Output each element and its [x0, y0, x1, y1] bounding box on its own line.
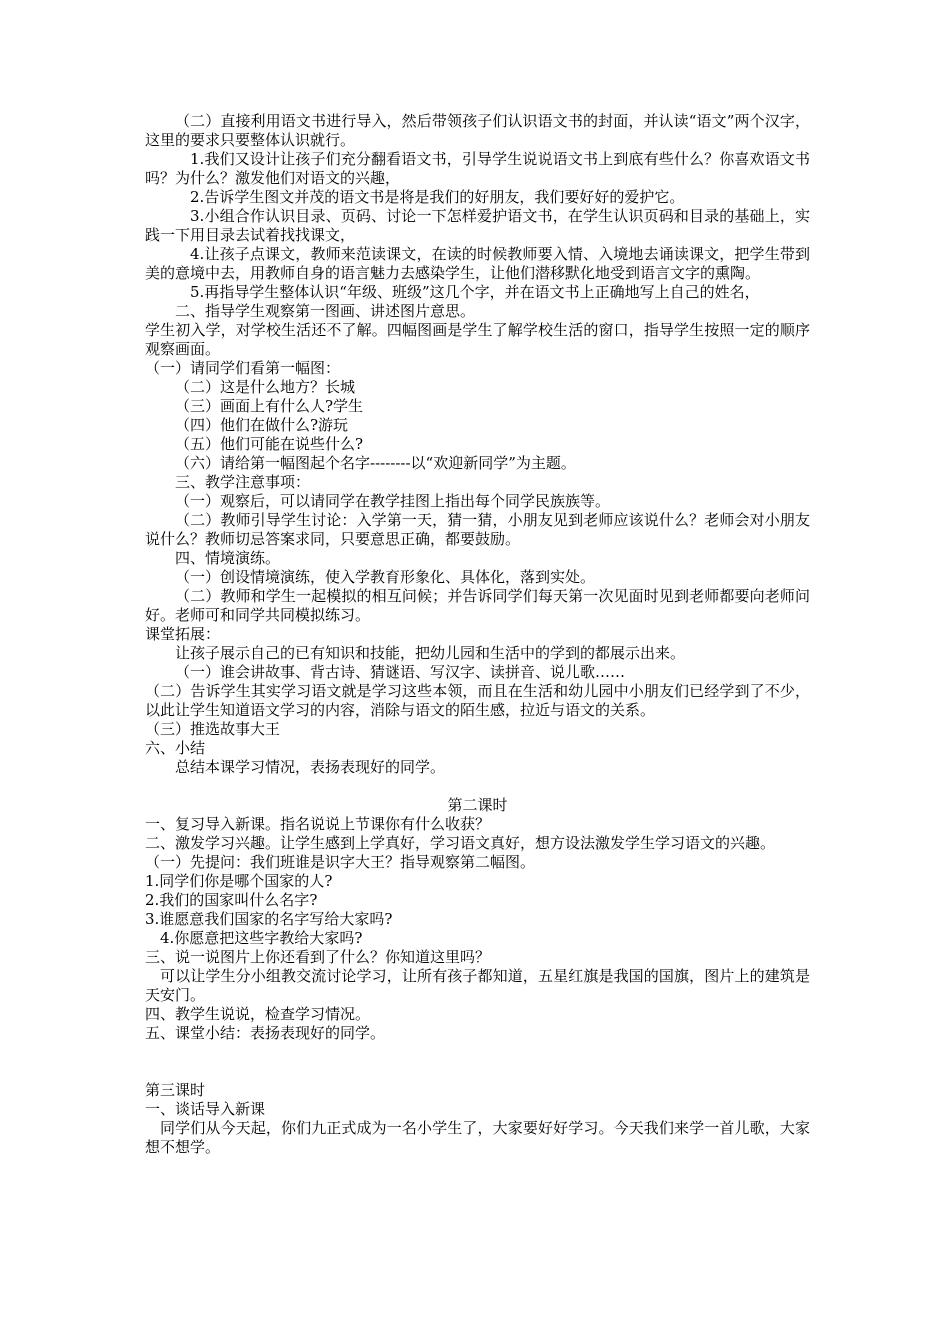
- paragraph: 2.告诉学生图文并茂的语文书是将是我们的好朋友，我们要好好的爱护它。: [190, 188, 685, 206]
- paragraph: 二、指导学生观察第一图画、讲述图片意思。: [175, 302, 476, 320]
- paragraph: （四）他们在做什么?游玩: [175, 416, 349, 434]
- document-body: [145, 112, 810, 1157]
- paragraph: 六、小结: [145, 739, 206, 757]
- paragraph: 第二课时: [447, 796, 508, 814]
- paragraph: 四、教学生说说，检查学习情况。: [145, 1005, 371, 1023]
- paragraph: 二、激发学习兴趣。让学生感到上学真好，学习语文真好，想方设法激发学生学习语文的兴趣。: [145, 834, 776, 852]
- paragraph: 课堂拓展：: [145, 625, 221, 643]
- paragraph: 四、情境演练。: [175, 549, 281, 567]
- paragraph: （六）请给第一幅图起个名字--------以“欢迎新同学”为主题。: [175, 454, 576, 472]
- paragraph: （三）画面上有什么人?学生: [175, 397, 364, 415]
- paragraph: 同学们从今天起，你们九正式成为一名小学生了，大家要好好学习。今天我们来学一首儿歌，大家想不想学。: [145, 1119, 810, 1156]
- paragraph: （一）先提问：我们班谁是识字大王？指导观察第二幅图。: [145, 853, 536, 871]
- paragraph: （二）教师和学生一起模拟的相互问候；并告诉同学们每天第一次见面时见到老师都要向老师问好。老师可和同学共同模拟练习。: [145, 587, 810, 624]
- paragraph: 可以让学生分小组教交流讨论学习，让所有孩子都知道，五星红旗是我国的国旗，图片上的建筑是天安门。: [145, 967, 810, 1004]
- paragraph: 五、课堂小结：表扬表现好的同学。: [145, 1024, 386, 1042]
- paragraph: （二）教师引导学生讨论：入学第一天，猜一猜，小朋友见到老师应该说什么？老师会对小朋友说什么？教师切忌答案求同，只要意思正确，都要鼓励。: [145, 511, 810, 548]
- paragraph: 1.我们又设计让孩子们充分翻看语文书，引导学生说说语文书上到底有些什么？你喜欢语文书吗？为什么？激发他们对语文的兴趣，: [145, 150, 810, 187]
- paragraph: （三）推选故事大王: [145, 720, 281, 738]
- paragraph: 3.小组合作认识目录、页码、讨论一下怎样爱护语文书，在学生认识页码和目录的基础上，实践一下用目录去试着找找课文，: [145, 207, 810, 244]
- paragraph: 4.你愿意把这些字教给大家吗?: [160, 929, 363, 947]
- paragraph: （二）告诉学生其实学习语文就是学习这些本领，而且在生活和幼儿园中小朋友们已经学到了不少，以此让学生知道语文学习的内容，消除与语文的陌生感，拉近与语文的关系。: [145, 682, 810, 719]
- paragraph: （一）谁会讲故事、背古诗、猜谜语、写汉字、读拼音、说儿歌……: [175, 663, 626, 681]
- paragraph: 让孩子展示自己的已有知识和技能，把幼儿园和生活中的学到的都展示出来。: [175, 644, 686, 662]
- paragraph: 三、教学注意事项：: [175, 473, 311, 491]
- paragraph: （二）直接利用语文书进行导入，然后带领孩子们认识语文书的封面，并认读“语文”两个汉字，这里的要求只要整体认识就行。: [145, 112, 810, 149]
- paragraph: （五）他们可能在说些什么?: [175, 435, 364, 453]
- paragraph: 5.再指导学生整体认识“年级、班级”这几个字，并在语文书上正确地写上自己的姓名，: [190, 283, 760, 301]
- paragraph: 学生初入学，对学校生活还不了解。四幅图画是学生了解学校生活的窗口，指导学生按照一定的顺序观察画面。: [145, 321, 810, 358]
- paragraph: 1.同学们你是哪个国家的人?: [145, 872, 333, 890]
- blank-line: [145, 1043, 810, 1081]
- blank-line: [145, 777, 810, 796]
- paragraph: （二）这是什么地方？长城: [175, 378, 356, 396]
- paragraph: 4.让孩子点课文，教师来范读课文，在读的时候教师要入情、入境地去诵读课文，把学生带到美的意境中去，用教师自身的语言魅力去感染学生，让他们潜移默化地受到语言文字的熏陶。: [145, 245, 810, 282]
- paragraph: （一）创设情境演练，使入学教育形象化、具体化，落到实处。: [175, 568, 596, 586]
- paragraph: 总结本课学习情况，表扬表现好的同学。: [175, 758, 446, 776]
- paragraph: （一）观察后，可以请同学在教学挂图上指出每个同学民族族等。: [175, 492, 611, 510]
- paragraph: 三、说一说图片上你还看到了什么？你知道这里吗？: [145, 948, 491, 966]
- paragraph: 一、复习导入新课。指名说说上节课你有什么收获？: [145, 815, 491, 833]
- paragraph: （一）请同学们看第一幅图：: [145, 359, 341, 377]
- paragraph: 3.谁愿意我们国家的名字写给大家吗?: [145, 910, 393, 928]
- paragraph: 2.我们的国家叫什么名字?: [145, 891, 318, 909]
- paragraph: 一、谈话导入新课: [145, 1100, 266, 1118]
- paragraph: 第三课时: [145, 1081, 206, 1099]
